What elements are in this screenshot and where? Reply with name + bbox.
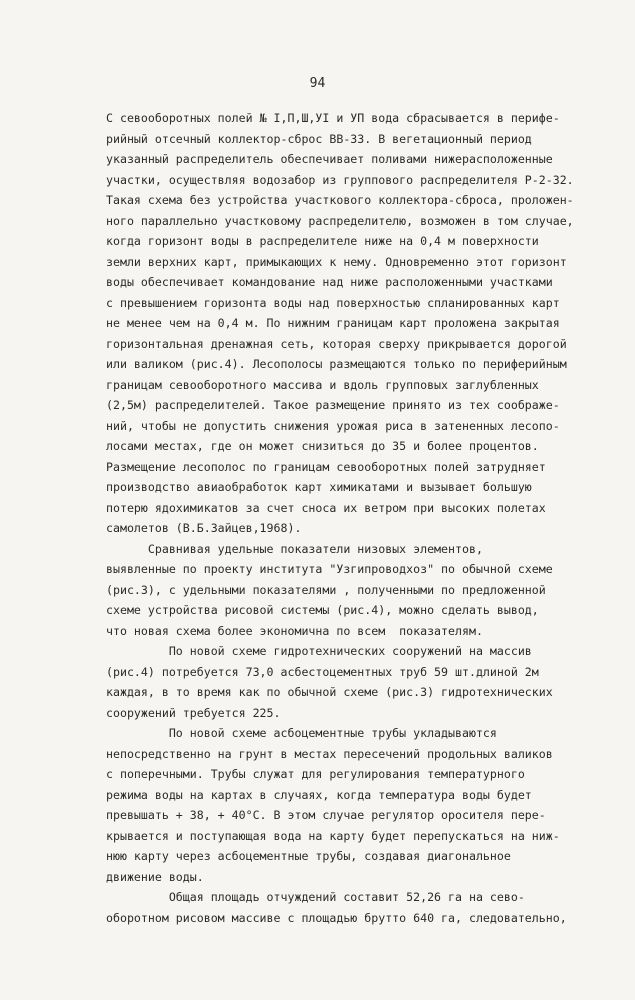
text-line: непосредственно на грунт в местах пересечений продольных валиков: [106, 746, 553, 761]
text-line: движение воды.: [106, 869, 204, 884]
text-line: Сравнивая удельные показатели низовых элементов,: [106, 541, 483, 556]
text-line: что новая схема более экономична по всем показателям.: [106, 623, 483, 638]
text-line: или валиком (рис.4). Лесополосы размещаются только по периферийным: [106, 357, 567, 371]
text-line: участки, осуществляя водозабор из группового распределителя Р-2-32.: [106, 172, 574, 187]
text-line: выявленные по проекту института "Узгипроводхоз" по обычной схеме: [106, 562, 553, 576]
text-line: сооружений требуется 225.: [106, 705, 281, 720]
text-line: крывается и поступающая вода на карту будет перепускаться на ниж-: [106, 828, 560, 843]
text-line: указанный распределитель обеспечивает поливами нижерасположенные: [106, 152, 553, 166]
text-line: Общая площадь отчуждений составит 52,26 га на сево-: [106, 890, 525, 904]
text-line: самолетов (В.Б.Зайцев,1968).: [106, 521, 302, 535]
text-line: нюю карту через асбоцементные трубы, создавая диагональное: [106, 849, 511, 863]
text-line: (рис.3), с удельными показателями , полученными по предложенной: [106, 582, 546, 597]
text-line: (рис.4) потребуется 73,0 асбестоцементных труб 59 шт.длиной 2м: [106, 664, 539, 679]
text-line: Такая схема без устройства участкового коллектора-сброса, проложен-: [106, 193, 574, 207]
text-line: производство авиаобработок карт химикатами и вызывает большую: [106, 480, 532, 494]
text-line: границам севооборотного массива и вдоль групповых заглубленных: [106, 377, 539, 392]
text-line: С севооборотных полей № I,П,Ш,УI и УП вода сбрасывается в перифе-: [106, 111, 560, 125]
text-line: потерю ядохимикатов за счет сноса их ветром при высоких полетах: [106, 500, 546, 515]
text-line: По новой схеме гидротехнических сооружений на массив: [106, 644, 532, 658]
text-line: с превышением горизонта воды над поверхностью спланированных карт: [106, 295, 560, 310]
page-number: 94: [309, 76, 326, 91]
text-line: рийный отсечный коллектор-сброс ВВ-33. В вегетационный период: [106, 131, 532, 146]
text-line: горизонтальная дренажная сеть, которая сверху прикрывается дорогой: [106, 336, 567, 351]
text-line: оборотном рисовом массиве с площадью брутто 640 га, следовательно,: [106, 910, 567, 925]
text-line: превышать + 38, + 40°С. В этом случае регулятор оросителя пере-: [106, 808, 546, 822]
text-line: Размещение лесополос по границам севооборотных полей затрудняет: [106, 459, 546, 474]
text-line: когда горизонт воды в распределителе ниже на 0,4 м поверхности: [106, 234, 539, 248]
text-line: режима воды на картах в случаях, когда температура воды будет: [106, 787, 532, 802]
text-line: лосами местах, где он может снизиться до 35 и более процентов.: [106, 439, 539, 453]
text-line: ний, чтобы не допустить снижения урожая риса в затененных лесопо-: [106, 418, 560, 433]
text-line: ного параллельно участковому распределителю, возможен в том случае,: [106, 213, 574, 228]
text-line: каждая, в то время как по обычной схеме (рис.3) гидротехнических: [106, 685, 553, 699]
text-line: не менее чем на 0,4 м. По нижним границам карт проложена закрытая: [106, 316, 560, 330]
text-line: земли верхних карт, примыкающих к нему. Одновременно этот горизонт: [106, 254, 567, 269]
document-body: [106, 108, 628, 928]
text-line: воды обеспечивает командование над ниже расположенными участками: [106, 275, 553, 289]
text-line: схеме устройства рисовой системы (рис.4), можно сделать вывод,: [106, 603, 539, 617]
text-line: По новой схеме асбоцементные трубы укладываются: [106, 726, 497, 740]
text-line: с поперечными. Трубы служат для регулирования температурного: [106, 767, 525, 781]
text-line: (2,5м) распределителей. Такое размещение принято из тех соображе-: [106, 398, 560, 412]
